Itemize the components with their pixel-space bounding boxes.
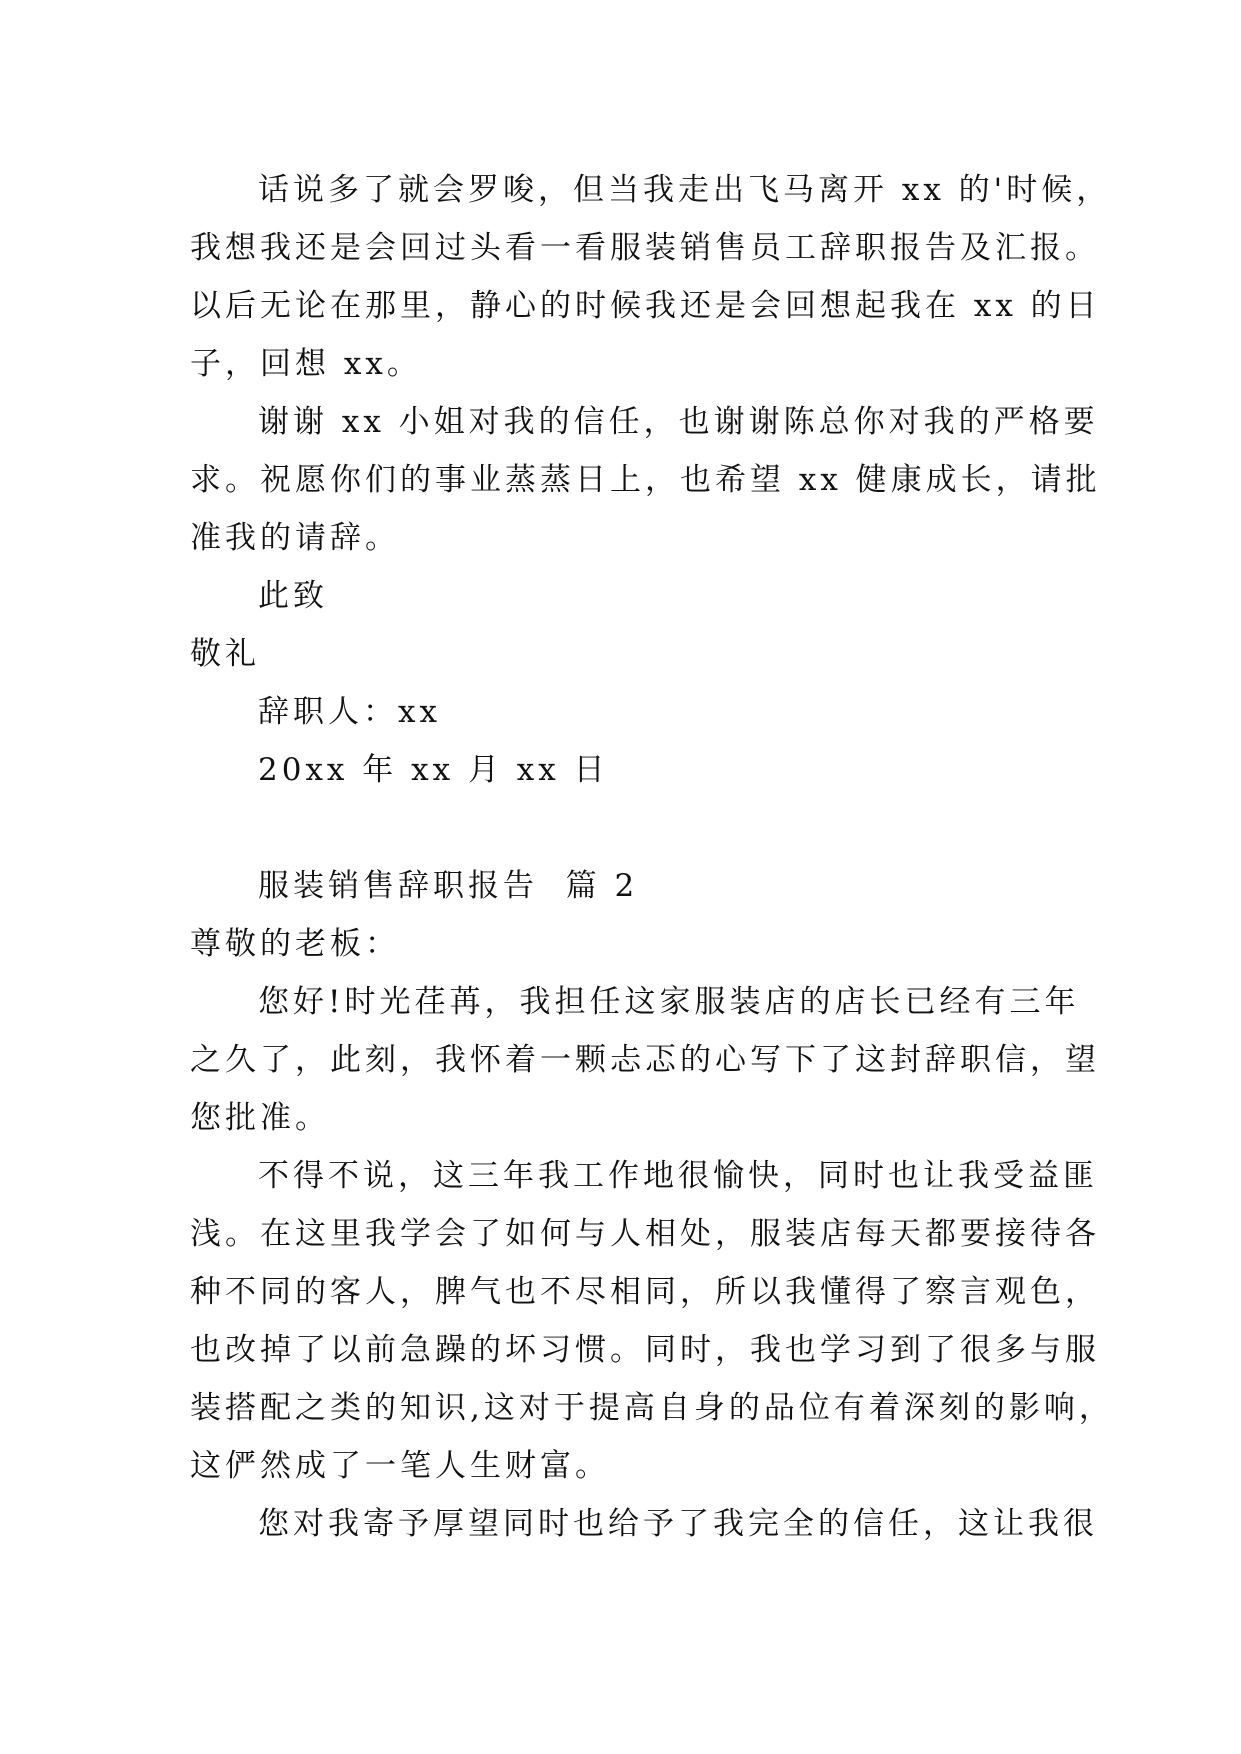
paragraph-1-line-1: 话说多了就会罗唆，但当我走出飞马离开 xx 的'时候， — [258, 172, 1112, 208]
paragraph-4-line-3: 种不同的客人，脾气也不尽相同，所以我懂得了察言观色， — [190, 1274, 1100, 1310]
paragraph-4-line-5: 装搭配之类的知识,这对于提高自身的品位有着深刻的影响， — [190, 1390, 1114, 1426]
paragraph-3-line-3: 您批准。 — [190, 1100, 330, 1136]
paragraph-1-line-4: 子，回想 xx。 — [190, 346, 422, 382]
paragraph-4-line-6: 这俨然成了一笔人生财富。 — [190, 1448, 610, 1484]
section-title: 服装销售辞职报告 篇 2 — [258, 868, 639, 904]
signer-text: 辞职人：xx — [258, 694, 441, 730]
paragraph-2-line-1: 谢谢 xx 小姐对我的信任，也谢谢陈总你对我的严格要 — [258, 404, 1099, 440]
closing-text: 此致 — [258, 578, 328, 614]
paragraph-1-line-3: 以后无论在那里，静心的时候我还是会回想起我在 xx 的日 — [190, 288, 1101, 324]
paragraph-1-line-2: 我想我还是会回过头看一看服装销售员工辞职报告及汇报。 — [190, 230, 1100, 266]
paragraph-2-line-3: 准我的请辞。 — [190, 520, 400, 556]
greeting-text: 尊敬的老板： — [190, 926, 400, 962]
paragraph-2-line-2: 求。祝愿你们的事业蒸蒸日上，也希望 xx 健康成长，请批 — [190, 462, 1101, 498]
paragraph-4-line-2: 浅。在这里我学会了如何与人相处，服装店每天都要接待各 — [190, 1216, 1100, 1252]
paragraph-3-line-2: 之久了，此刻，我怀着一颗忐忑的心写下了这封辞职信，望 — [190, 1042, 1100, 1078]
paragraph-4-line-1: 不得不说，这三年我工作地很愉快，同时也让我受益匪 — [258, 1158, 1098, 1194]
paragraph-3-line-1: 您好!时光荏苒，我担任这家服装店的店长已经有三年 — [258, 984, 1080, 1020]
paragraph-4-line-4: 也改掉了以前急躁的坏习惯。同时，我也学习到了很多与服 — [190, 1332, 1100, 1368]
date-text: 20xx 年 xx 月 xx 日 — [258, 752, 609, 788]
salute-text: 敬礼 — [190, 636, 260, 672]
paragraph-5-line-1: 您对我寄予厚望同时也给予了我完全的信任，这让我很 — [258, 1506, 1098, 1542]
